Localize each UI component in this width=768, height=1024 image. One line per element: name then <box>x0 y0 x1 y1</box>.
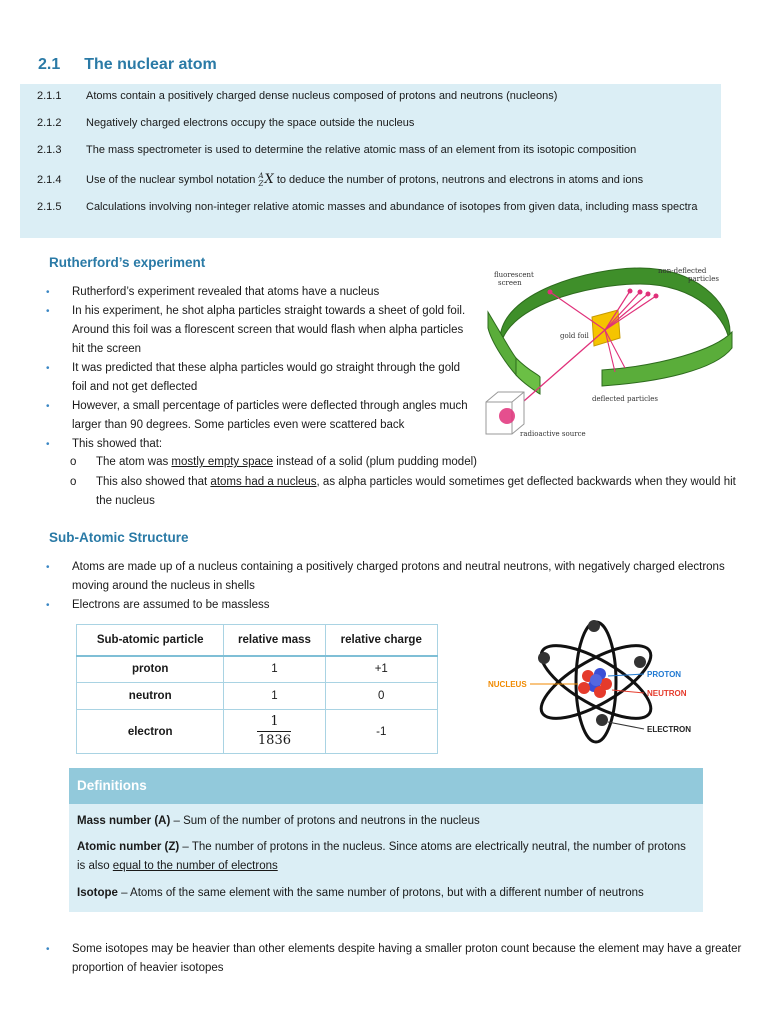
fraction-numerator: 1 <box>270 714 279 729</box>
subatomic-particle-table <box>76 624 438 754</box>
sub-list-item <box>50 453 750 472</box>
screen-front-right <box>602 332 732 386</box>
outcome-text: Negatively charged electrons occupy the space outside the nucleus <box>86 117 415 129</box>
definition-text: – Atoms of the same element with the same number of protons, but with a different number of neutrons <box>117 887 644 899</box>
underlined-text: mostly empty space <box>171 456 274 468</box>
electron-icon <box>538 652 550 664</box>
label-electron: ELECTRON <box>647 725 691 734</box>
learning-outcomes-box <box>20 84 721 238</box>
impact-point <box>638 290 643 295</box>
label-nucleus: NUCLEUS <box>488 680 527 689</box>
outcome-row <box>20 171 721 189</box>
list-item: • Atoms are made up of a nucleus containing a positively charged protons and neutral neutrons, with negatively charged electrons moving around the nucleus in shells <box>46 558 736 596</box>
particle-name: proton <box>77 656 224 683</box>
rutherford-experiment-diagram <box>480 262 740 447</box>
subatomic-bullet-list <box>46 558 736 615</box>
outcome-text: Calculations involving non-integer relative atomic masses and abundance of isotopes from given data, including mass spectra <box>86 201 698 213</box>
fraction-denominator: 1836 <box>257 733 291 748</box>
section-heading <box>38 56 217 74</box>
outcome-text: Atoms contain a positively charged dense nucleus composed of protons and neutrons (nucleons) <box>86 90 558 102</box>
list-item: • It was predicted that these alpha particles would go straight through the gold foil and not get deflected <box>46 359 471 397</box>
outcome-number: 2.1.3 <box>37 144 62 156</box>
text: This also showed that <box>96 476 211 488</box>
deflected-beam <box>550 292 605 330</box>
label-source: radioactive source <box>520 430 586 438</box>
outcome-row <box>20 198 721 216</box>
rutherford-sub-list <box>50 453 750 511</box>
list-item: • In his experiment, he shot alpha particles straight towards a sheet of gold foil. Around this foil was a florescent screen that would flash when alpha particles hit the screen <box>46 302 471 359</box>
list-item: • Rutherford’s experiment revealed that atoms have a nucleus <box>46 283 471 302</box>
definition-term: Mass number (A) <box>77 815 171 827</box>
relative-charge: 0 <box>325 683 437 710</box>
nuclear-symbol-notation <box>258 171 273 189</box>
table-header-cell: Sub-atomic particle <box>77 625 224 656</box>
list-item: • Electrons are assumed to be massless <box>46 596 736 615</box>
definition-term: Atomic number (Z) <box>77 841 180 853</box>
outcome-number: 2.1.1 <box>37 90 62 102</box>
definition-text: – Sum of the number of protons and neutrons in the nucleus <box>170 815 480 827</box>
label-screen-line1: fluorescent <box>494 271 534 279</box>
impact-point <box>548 290 553 295</box>
definitions-header: Definitions <box>69 768 703 804</box>
rutherford-bullet-list <box>46 283 471 454</box>
underlined-text: atoms had a nucleus <box>210 476 317 488</box>
electron-icon <box>634 656 646 668</box>
list-item: • However, a small percentage of particles were deflected through angles much larger than 90 degrees. Some particles even were scattered back <box>46 397 471 435</box>
table-header-cell: relative charge <box>325 625 437 656</box>
mass-fraction <box>257 714 291 749</box>
outcome-text-before: Use of the nuclear symbol notation <box>86 174 256 186</box>
particle-name: electron <box>77 710 224 754</box>
definition-term: Isotope <box>77 887 118 899</box>
table-header-cell: relative mass <box>224 625 325 656</box>
relative-mass <box>224 710 325 754</box>
relative-charge: +1 <box>325 656 437 683</box>
label-proton: PROTON <box>647 670 682 679</box>
definition-text: – The number of protons in the nucleus. Since atoms are electrically neutral, the number of protons is also <box>77 841 686 872</box>
element-symbol: X <box>264 172 274 188</box>
screen-front-left <box>516 358 540 394</box>
outcome-row <box>20 87 721 105</box>
label-neutron: NEUTRON <box>647 689 687 698</box>
label-gold-foil: gold foil <box>560 332 589 340</box>
impact-point <box>628 289 633 294</box>
outcome-row <box>20 114 721 132</box>
non-deflected-beam <box>605 292 640 330</box>
sub-list-item <box>50 473 750 511</box>
outcome-text <box>86 171 721 189</box>
text: instead of a solid (plum pudding model) <box>273 456 477 468</box>
section-title: The nuclear atom <box>84 56 217 73</box>
outcome-text: The mass spectrometer is used to determine the relative atomic mass of an element from its isotopic composition <box>86 144 637 156</box>
electron-icon <box>588 620 600 632</box>
electron-pointer <box>608 722 644 729</box>
impact-point <box>654 294 659 299</box>
atom-model-diagram <box>486 618 708 744</box>
outcome-row <box>20 141 721 159</box>
atomic-number-script: Z <box>258 180 264 189</box>
outcome-number: 2.1.4 <box>37 174 62 186</box>
section-number: 2.1 <box>38 56 61 73</box>
label-screen-line2: screen <box>498 279 522 287</box>
outcome-text-after: to deduce the number of protons, neutrons and electrons in atoms and ions <box>276 174 644 186</box>
table-header-row <box>77 625 438 656</box>
electron-icon <box>596 714 608 726</box>
label-deflected: deflected particles <box>592 395 658 403</box>
underlined-text: equal to the number of electrons <box>112 860 278 872</box>
relative-mass: 1 <box>224 683 325 710</box>
table-row <box>77 710 438 754</box>
outcome-number: 2.1.5 <box>37 201 62 213</box>
definition-item <box>77 812 687 831</box>
relative-charge: -1 <box>325 710 437 754</box>
particle-name: neutron <box>77 683 224 710</box>
label-nondeflected-line1: non-deflected <box>658 267 707 275</box>
list-item: • Some isotopes may be heavier than other elements despite having a smaller proton count because the element may have a greater proportion of heavier isotopes <box>46 940 746 978</box>
relative-mass: 1 <box>224 656 325 683</box>
definitions-box <box>69 768 703 912</box>
isotope-note-list <box>46 940 746 978</box>
definition-item <box>77 838 687 876</box>
text: The atom was <box>96 456 172 468</box>
outcome-number: 2.1.2 <box>37 117 62 129</box>
list-item: • This showed that: <box>46 435 471 454</box>
definition-item <box>77 884 687 903</box>
rutherford-heading: Rutherford’s experiment <box>49 255 206 270</box>
impact-point <box>646 292 651 297</box>
radioactive-source-icon <box>499 408 515 424</box>
mass-number-script: A <box>258 172 264 181</box>
subatomic-heading: Sub-Atomic Structure <box>49 530 189 545</box>
label-nondeflected-line2: particles <box>688 275 719 283</box>
table-row <box>77 656 438 683</box>
table-row <box>77 683 438 710</box>
text: , as alpha particles would sometimes get deflected backwards when they would hit the nucleus <box>96 476 736 507</box>
